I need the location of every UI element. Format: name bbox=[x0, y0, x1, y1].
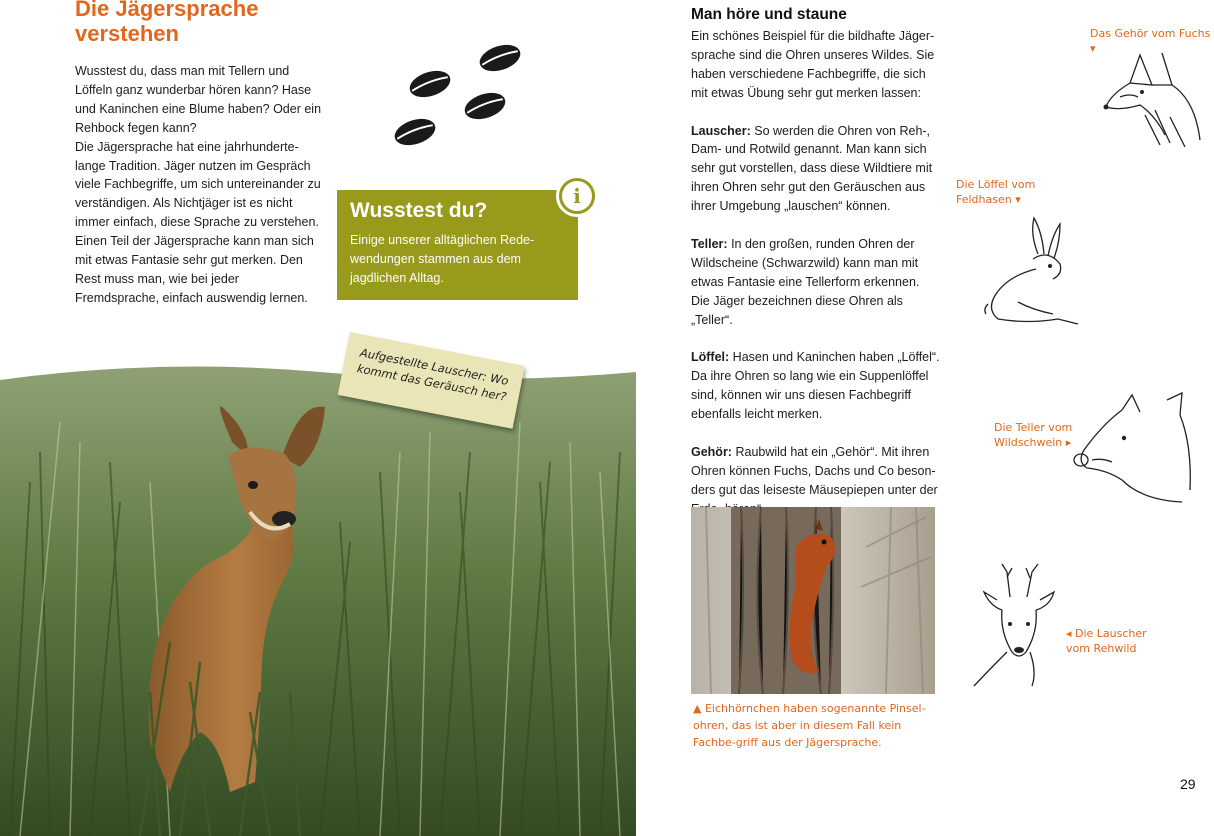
label-hare-line-1: Die Löffel vom bbox=[956, 178, 1036, 191]
deer-photo bbox=[0, 362, 636, 836]
term-entry-teller bbox=[691, 235, 941, 330]
term-teller: Teller: bbox=[691, 236, 728, 251]
term-entry-loeffel bbox=[691, 348, 941, 424]
term-loeffel: Löffel: bbox=[691, 350, 730, 365]
page-title bbox=[75, 0, 335, 46]
term-lauscher-text: So werden die Ohren von Reh-, Dam- und Rotwild genannt. Man kann sich sehr gut vorstellen, dass diese Wildtiere mit ihren Ohren sehr gut den Geräuschen aus ihrer Umgebung „lauschen“ können. bbox=[691, 123, 933, 214]
label-boar bbox=[994, 420, 1072, 450]
speech-note-text: Aufgestellte Lauscher: Wo kommt das Geräusch her? bbox=[355, 345, 510, 404]
label-boar-line-1: Die Teller vom bbox=[994, 421, 1073, 434]
term-gehoer: Gehör: bbox=[691, 444, 732, 459]
roe-deer-sketch bbox=[972, 562, 1062, 688]
term-gehoer-text: Raubwild hat ein „Gehör“. Mit ihren Ohren können Fuchs, Dachs und Co beson-ders gut das leiseste Mäusepiepen unter der bbox=[691, 444, 938, 497]
label-hare-line-2: Feldhasen ▾ bbox=[956, 193, 1021, 206]
info-box-text: Einige unserer alltäglichen Rede-wendungen stammen aus dem jagdlichen Alltag. bbox=[350, 233, 535, 285]
intro-paragraph-1: Wusstest du, dass man mit Tellern und Löffeln ganz wunderbar hören kann? Hase und Kaninchen eine Blume haben? Oder ein Rehbock fegen kann? bbox=[75, 64, 322, 135]
section-intro: Ein schönes Beispiel für die bildhafte Jäger-sprache sind die Ohren unseres Wildes. Sie haben verschiedene Fachbegriffe, die sich mit etwas Übung sehr gut merken lassen: bbox=[691, 29, 935, 100]
squirrel-caption: ▲ Eichhörnchen haben sogenannte Pinsel-ohren, das ist aber in diesem Fall kein Fachbe-griff aus der Jägersprache. bbox=[693, 702, 926, 749]
term-entry-lauscher bbox=[691, 122, 941, 217]
term-lauscher: Lauscher: bbox=[691, 123, 751, 138]
label-boar-line-2: Wildschwein ▸ bbox=[994, 436, 1072, 449]
page-number: 29 bbox=[1180, 776, 1196, 792]
seeds-illustration bbox=[390, 40, 530, 155]
term-teller-text: In den großen, runden Ohren der Wildscheine (Schwarzwild) kann man mit etwas Fantasie eine Tellerform erkennen. Die Jäger bezeichnen diese Ohren als „Teller“. bbox=[691, 236, 920, 327]
title-line-2: verstehen bbox=[75, 21, 179, 46]
label-hare bbox=[956, 177, 1035, 207]
fox-sketch bbox=[1100, 45, 1210, 150]
intro-text bbox=[75, 62, 325, 308]
squirrel-photo bbox=[691, 507, 935, 694]
info-badge-letter: i bbox=[562, 181, 592, 211]
label-roe bbox=[1066, 626, 1147, 656]
label-roe-line-1: ◂ Die Lauscher bbox=[1066, 627, 1147, 640]
section-heading: Man höre und staune bbox=[691, 6, 847, 23]
intro-paragraph-2: Die Jägersprache hat eine jahrhunderte-lange Tradition. Jäger nutzen im Gespräch viele Fachbegriffe, um sich untereinander zu verständigen. Als Nichtjäger ist es nicht immer einfach, diese Sprache zu verstehen. Einen Teil der Jägersprache kann man sich mit etwas Fantasie sehr gut merken. Den Rest muss man, wie bei jeder Fremdsprache, einfach auswendig lernen. bbox=[75, 139, 321, 305]
info-box bbox=[337, 190, 578, 300]
label-roe-line-2: vom Rehwild bbox=[1066, 642, 1137, 655]
info-box-heading: Wusstest du? bbox=[350, 199, 488, 222]
term-loeffel-text: Hasen und Kaninchen haben „Löffel“. Da ihre Ohren so lang wie ein Suppenlöffel sind, können wir uns diesen Fachbegriff ebenfalls leicht merken. bbox=[691, 350, 940, 422]
title-line-1: Die Jägersprache bbox=[75, 0, 259, 21]
boar-sketch bbox=[1072, 390, 1197, 505]
info-icon bbox=[556, 175, 598, 217]
label-fox: Das Gehör vom Fuchs ▾ bbox=[1090, 27, 1211, 55]
hare-sketch bbox=[978, 214, 1083, 332]
ear-terms-column bbox=[691, 6, 941, 537]
